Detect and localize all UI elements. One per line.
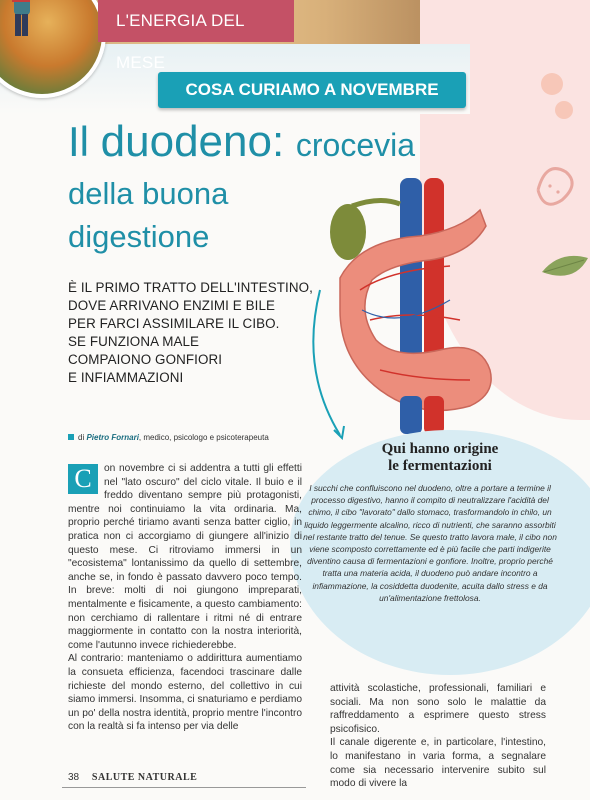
body-paragraph-4: Il canale digerente e, in particolare, l'intestino, lo manifestano in varia forma, a segnalare come sia necessario intervenire subito sul modo di vivere la: [330, 737, 546, 790]
woman-figure: [8, 0, 34, 40]
byline-author: Pietro Fornari: [86, 433, 139, 442]
article-subtitle: È IL PRIMO TRATTO DELL'INTESTINO, DOVE ARRIVANO ENZIMI E BILE PER FARCI ASSIMILARE IL CIBO. SE FUNZIONA MALE COMPAIONO GONFIORI E INFIAMMAZIONI: [68, 280, 313, 385]
body-column-2: [330, 682, 546, 791]
pink-dots: [528, 50, 588, 230]
byline-square-icon: [68, 434, 74, 440]
info-box-text: I succhi che confluiscono nel duodeno, oltre a portare a termine il processo digestivo, hanno il compito di neutralizzare l'acidità del chimo, il cibo "lavorato" dallo stomaco, trasformandolo in chilo, un liquido leggermente alcalino, ricco di nutrienti, che saranno assorbiti nel restante tratto del tenue. Se questo tratto lavora male, il cibo non viene scomposto correttamente ed è più facile che parti indigerite diventino causa di fermentazioni e gonfiore. Inoltre, proprio perché tratta una materia acida, il duodeno può andare incontro a infiammazione, la cosiddetta duodenite, acuita dallo stress e da un'alimentazione frettolosa.: [303, 483, 557, 603]
magazine-name: SALUTE NATURALE: [91, 772, 198, 783]
duodenum-illustration: [300, 170, 500, 440]
byline: [68, 433, 308, 442]
title-line-2: della buona: [68, 176, 229, 211]
section-tag: L'ENERGIA DEL MESE: [98, 0, 294, 42]
title-line-1: [68, 117, 498, 166]
body-column-1: [68, 462, 302, 734]
leaf-icon: [540, 250, 590, 290]
title-word-il: Il: [68, 118, 89, 165]
page-number: 38: [68, 772, 80, 783]
body-paragraph-3: attività scolastiche, professionali, familiari e sociali. Ma non sono solo le malattie da raffreddamento a esprimere questo stress psicofisico.: [330, 683, 546, 735]
page-footer: [68, 772, 308, 788]
body-paragraph-2: Al contrario: manteniamo o addirittura aumentiamo la consueta efficienza, facendoci trascinare dalle richieste del mondo esterno, del collettivo in cui siamo immersi. Insomma, ci snaturiamo e perdiamo un po' della nostra identità, proprio mentre l'incontro con la realtà si fa intenso per via delle: [68, 653, 302, 733]
byline-prefix: di: [78, 433, 85, 442]
info-box-title: Qui hanno origine le fermentazioni: [381, 441, 499, 474]
body-paragraph-1: on novembre ci si addentra a tutti gli effetti nel "lato oscuro" del ciclo vitale. Il buio e il freddo diventano sempre più protagonisti, mentre noi continuiamo la vita ordinaria. Ma, proprio perché tiriamo avanti senza batter ciglio, in pratica non ci accorgiamo di giungere all'inizio di questo mese. Ci ritroviamo immersi in un "ecosistema" lontanissimo da quello di settembre, anche se, in fondo è passato davvero poco tempo. In breve: molti di noi giungono impreparati, mentalmente e fisicamente, a questo cambiamento: non cerchiamo di rallentare i ritmi né di entrare maggiormente in contatto con la nostra interiorità, come l'autunno invece richiederebbe.: [68, 463, 302, 651]
title-word-duodeno: duodeno:: [100, 117, 285, 166]
footer-rule: [62, 787, 306, 788]
title-word-crocevia: crocevia: [295, 127, 416, 163]
title-line-3: digestione: [68, 219, 210, 254]
byline-role: , medico, psicologo e psicoterapeuta: [138, 433, 269, 442]
category-label: COSA CURIAMO A NOVEMBRE: [158, 72, 466, 108]
drop-cap: C: [68, 464, 98, 494]
